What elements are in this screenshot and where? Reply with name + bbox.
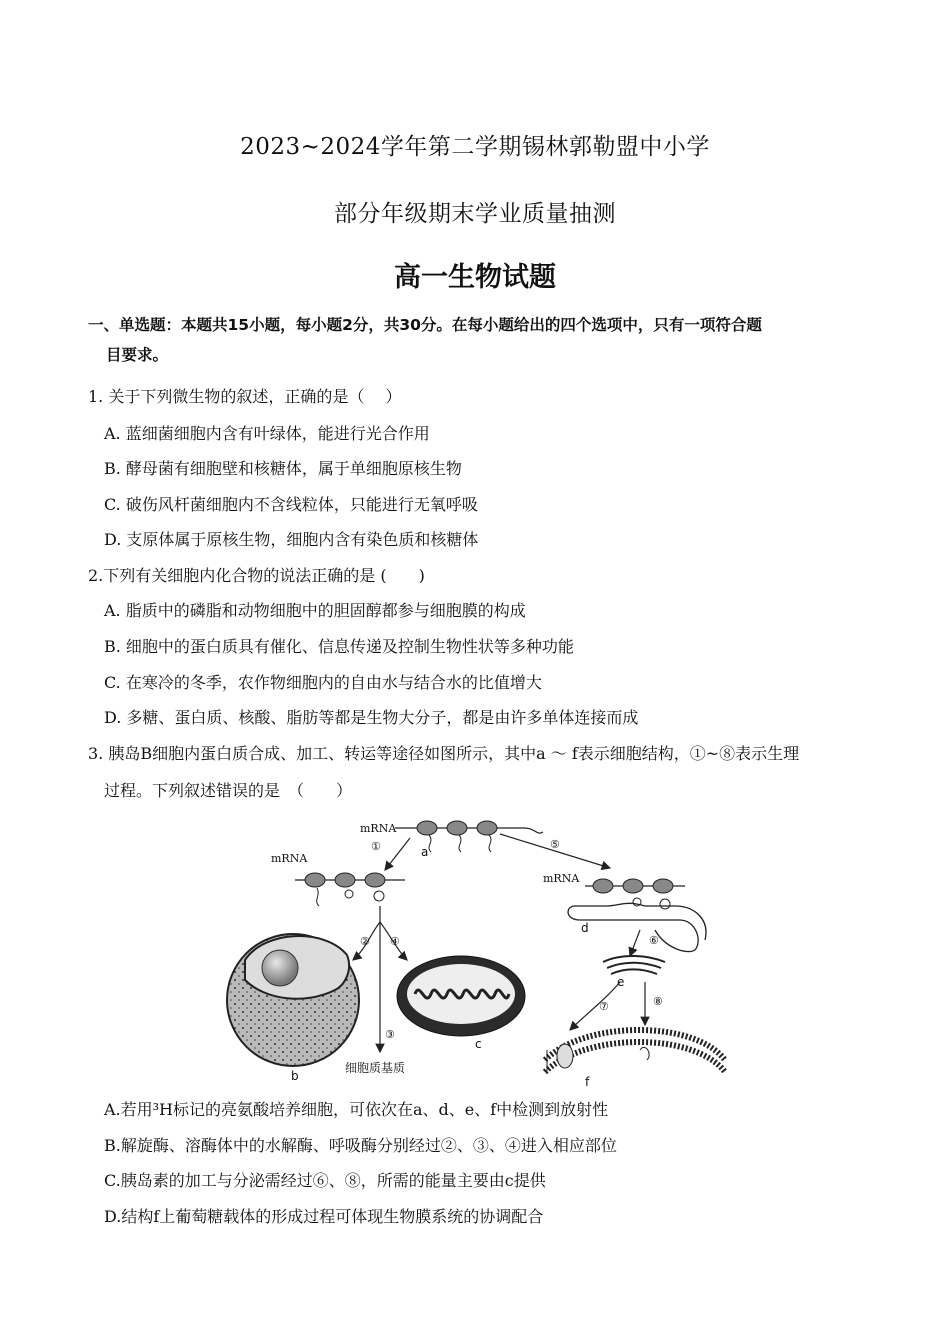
section-heading-line2: 目要求。 [106,346,169,364]
exam-subject-title: 高一生物试题 [394,262,556,293]
label-f: f [585,1075,590,1086]
step-6: ⑥ [649,934,659,947]
question-3-stem-line2: 过程。下列叙述错误的是 （ ） [104,781,353,800]
mitochondrion-c [397,956,525,1051]
question-2-option-d: D. 多糖、蛋白质、核酸、脂肪等都是生物大分子，都是由许多单体连接而成 [104,708,639,727]
step-2: ② [360,935,370,948]
golgi-e [603,956,665,989]
rough-er-d [543,872,706,952]
question-1-stem: 1. 关于下列微生物的叙述，正确的是（ ） [88,387,402,406]
section-heading-line1: 一、单选题：本题共15小题，每小题2分，共30分。在每小题给出的四个选项中，只有一项符合题 [88,316,762,334]
mrna-label-left: mRNA [271,852,308,865]
step-4: ④ [390,935,400,948]
cytoplasm-label: 细胞质基质 [345,1061,406,1075]
question-1-option-a: A. 蓝细菌细胞内含有叶绿体，能进行光合作用 [104,424,430,443]
nucleus-b [227,934,359,1083]
question-2-option-a: A. 脂质中的磷脂和动物细胞中的胆固醇都参与细胞膜的构成 [104,601,526,620]
question-3-option-a: A.若用³H标记的亮氨酸培养细胞，可依次在a、d、e、f中检测到放射性 [104,1100,609,1119]
section-heading [88,310,878,370]
label-a: a [421,845,429,859]
label-c: c [475,1037,482,1051]
exam-title-line1: 2023~2024学年第二学期锡林郭勒盟中小学 [240,134,710,160]
step-3: ③ [385,1028,395,1041]
question-2-option-c: C. 在寒冷的冬季，农作物细胞内的自由水与结合水的比值增大 [104,673,542,692]
question-3-option-d: D.结构f上葡萄糖载体的形成过程可体现生物膜系统的协调配合 [104,1207,544,1226]
question-2-option-b: B. 细胞中的蛋白质具有催化、信息传递及控制生物性状等多种功能 [104,637,574,656]
label-d: d [581,921,589,935]
step-8: ⑧ [653,995,663,1008]
protein-pathway-diagram [225,810,735,1086]
cell-membrane-f [545,1030,725,1086]
question-1-option-c: C. 破伤风杆菌细胞内不含线粒体，只能进行无氧呼吸 [104,495,478,514]
question-3-option-c: C.胰岛素的加工与分泌需经过⑥、⑧，所需的能量主要由c提供 [104,1171,546,1190]
mrna-label-top: mRNA [360,822,397,835]
label-b: b [291,1069,299,1083]
question-1-option-d: D. 支原体属于原核生物，细胞内含有染色质和核糖体 [104,530,479,549]
question-3-stem-line1: 3. 胰岛B细胞内蛋白质合成、加工、转运等途径如图所示，其中a ～ f表示细胞结构，①~⑧表示生理 [88,744,800,763]
question-1-option-b: B. 酵母菌有细胞壁和核糖体，属于单细胞原核生物 [104,459,462,478]
question-3-option-b: B.解旋酶、溶酶体中的水解酶、呼吸酶分别经过②、③、④进入相应部位 [104,1136,617,1155]
label-e: e [617,975,625,989]
step-7: ⑦ [599,1000,609,1013]
free-ribosome-group [271,852,405,906]
exam-title-line2: 部分年级期末学业质量抽测 [334,201,616,227]
mrna-label-right: mRNA [543,872,580,885]
ribosome-group-a [360,821,543,859]
question-2-stem: 2.下列有关细胞内化合物的说法正确的是 ( ) [88,566,425,585]
step-5: ⑤ [550,838,560,851]
step-1: ① [371,840,381,853]
